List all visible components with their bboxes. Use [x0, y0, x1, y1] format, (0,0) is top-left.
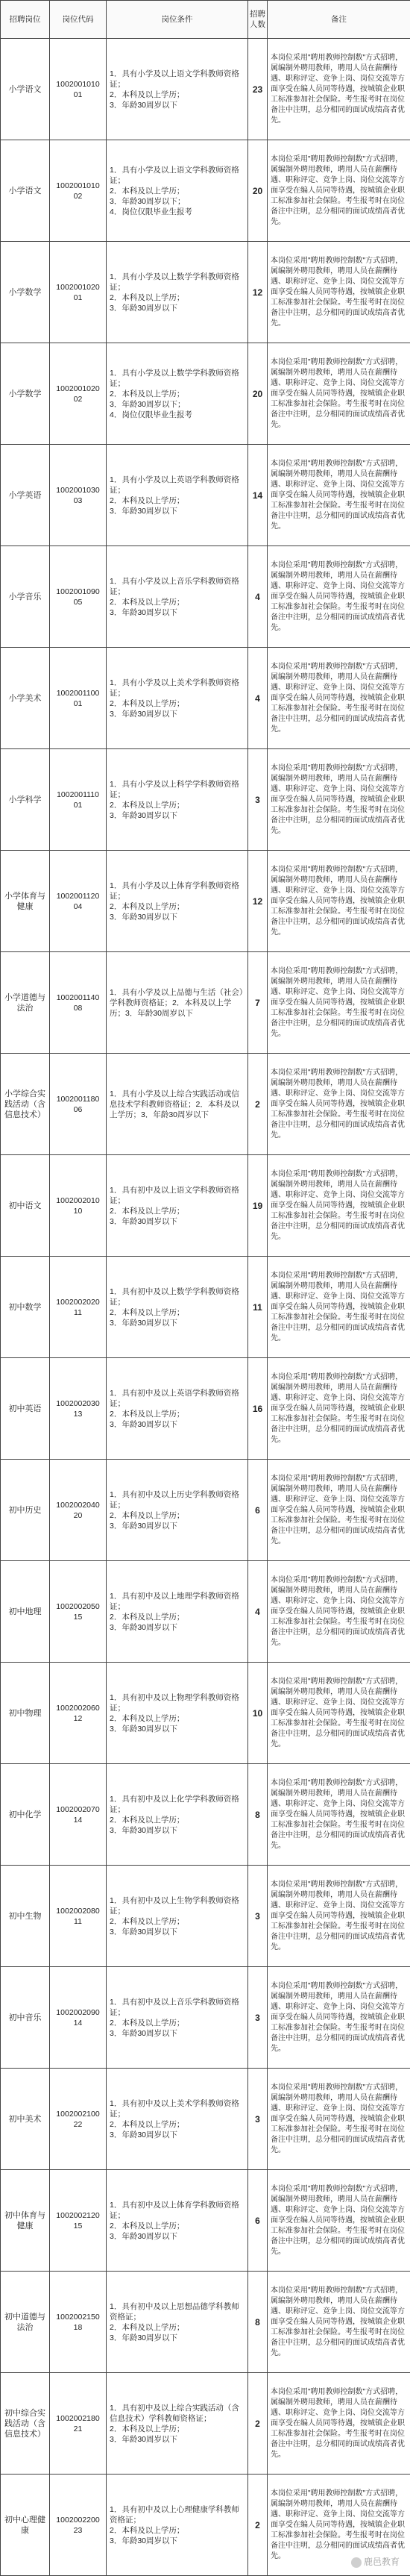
cell-count: 3 — [248, 2069, 268, 2170]
cell-requirements: 1．具有初中及以上历史学科教师资格证； 2．本科及以上学历； 3．年龄30周岁以下 — [107, 1460, 248, 1561]
cell-position: 初中道德与法治 — [1, 2272, 50, 2373]
cell-note: 本岗位采用"聘用教师控制数"方式招聘，属编制外聘用教师，聘用人员在薪酬待遇、职称评定、竞争上岗、岗位交流等方面享受在编人员同等待遇，按城镇企业职工标准参加社会保险。考生报考时在岗位备注中注明，总分相同的面试成绩高者优先。 — [268, 851, 410, 952]
cell-count: 2 — [248, 2373, 268, 2475]
table-row — [1, 1054, 410, 1155]
cell-requirements: 1．具有小学及以上语文学科教师资格证； 2．本科及以上学历； 3．年龄30周岁以下 — [107, 39, 248, 140]
cell-requirements: 1．具有小学及以上语文学科教师资格证； 2．本科及以上学历； 3．年龄30周岁以下； 4．岗位仅限毕业生报考 — [107, 140, 248, 242]
cell-count: 12 — [248, 242, 268, 343]
cell-count: 20 — [248, 140, 268, 242]
table-row — [1, 242, 410, 343]
cell-position: 初中历史 — [1, 1460, 50, 1561]
cell-count: 4 — [248, 546, 268, 648]
cell-note: 本岗位采用"聘用教师控制数"方式招聘，属编制外聘用教师，聘用人员在薪酬待遇、职称评定、竞争上岗、岗位交流等方面享受在编人员同等待遇，按城镇企业职工标准参加社会保险。考生报考时在岗位备注中注明，总分相同的面试成绩高者优先。 — [268, 2272, 410, 2373]
table-row — [1, 1257, 410, 1358]
table-row — [1, 2373, 410, 2475]
cell-position: 小学道德与法治 — [1, 952, 50, 1054]
cell-requirements: 1．具有小学及以上英语学科教师资格证； 2．本科及以上学历； 3．年龄30周岁以下 — [107, 445, 248, 546]
cell-count: 3 — [248, 1866, 268, 1967]
cell-requirements: 1．具有初中及以上英语学科教师资格证； 2．本科及以上学历； 3．年龄30周岁以下 — [107, 1358, 248, 1460]
cell-count: 8 — [248, 2272, 268, 2373]
cell-requirements: 1．具有小学及以上数学学科教师资格证； 2．本科及以上学历； 3．年龄30周岁以下； 4．岗位仅限毕业生报考 — [107, 343, 248, 445]
cell-code: 1002001010 02 — [50, 140, 107, 242]
table-row — [1, 1358, 410, 1460]
cell-note: 本岗位采用"聘用教师控制数"方式招聘，属编制外聘用教师，聘用人员在薪酬待遇、职称评定、竞争上岗、岗位交流等方面享受在编人员同等待遇，按城镇企业职工标准参加社会保险。考生报考时在岗位备注中注明，总分相同的面试成绩高者优先。 — [268, 546, 410, 648]
cell-note: 本岗位采用"聘用教师控制数"方式招聘，属编制外聘用教师，聘用人员在薪酬待遇、职称评定、竞争上岗、岗位交流等方面享受在编人员同等待遇，按城镇企业职工标准参加社会保险。考生报考时在岗位备注中注明，总分相同的面试成绩高者优先。 — [268, 1155, 410, 1257]
cell-position: 初中综合实践活动（含信息技术） — [1, 2373, 50, 2475]
cell-requirements: 1．具有初中及以上生物学科教师资格证； 2．本科及以上学历； 3．年龄30周岁以下 — [107, 1866, 248, 1967]
cell-code: 1002001010 01 — [50, 39, 107, 140]
table-row — [1, 1460, 410, 1561]
cell-position: 小学综合实践活动（含信息技术） — [1, 1054, 50, 1155]
cell-position: 初中化学 — [1, 1764, 50, 1866]
cell-code: 1002002010 10 — [50, 1155, 107, 1257]
cell-position: 初中心理健康 — [1, 2475, 50, 2576]
cell-code: 1002002200 23 — [50, 2475, 107, 2576]
cell-count: 6 — [248, 1460, 268, 1561]
cell-note: 本岗位采用"聘用教师控制数"方式招聘，属编制外聘用教师，聘用人员在薪酬待遇、职称评定、竞争上岗、岗位交流等方面享受在编人员同等待遇，按城镇企业职工标准参加社会保险。考生报考时在岗位备注中注明，总分相同的面试成绩高者优先。 — [268, 242, 410, 343]
cell-note: 本岗位采用"聘用教师控制数"方式招聘，属编制外聘用教师，聘用人员在薪酬待遇、职称评定、竞争上岗、岗位交流等方面享受在编人员同等待遇，按城镇企业职工标准参加社会保险。考生报考时在岗位备注中注明，总分相同的面试成绩高者优先。 — [268, 343, 410, 445]
cell-count: 10 — [248, 1663, 268, 1764]
cell-code: 1002001110 01 — [50, 749, 107, 851]
cell-position: 小学体育与健康 — [1, 851, 50, 952]
cell-code: 1002002050 15 — [50, 1561, 107, 1663]
cell-note: 本岗位采用"聘用教师控制数"方式招聘，属编制外聘用教师，聘用人员在薪酬待遇、职称评定、竞争上岗、岗位交流等方面享受在编人员同等待遇，按城镇企业职工标准参加社会保险。考生报考时在岗位备注中注明，总分相同的面试成绩高者优先。 — [268, 140, 410, 242]
cell-position: 初中英语 — [1, 1358, 50, 1460]
cell-requirements: 1．具有小学及以上综合实践活动或信息技术学科教师资格证；2．本科及以上学历；3．年龄30周岁以下 — [107, 1054, 248, 1155]
cell-position: 小学英语 — [1, 445, 50, 546]
cell-position: 小学科学 — [1, 749, 50, 851]
cell-position: 小学音乐 — [1, 546, 50, 648]
table-header-row — [1, 1, 410, 39]
cell-code: 1002001030 03 — [50, 445, 107, 546]
cell-code: 1002002100 22 — [50, 2069, 107, 2170]
header-count: 招聘人数 — [248, 1, 268, 39]
cell-requirements: 1．具有小学及以上数学学科教师资格证； 2．本科及以上学历； 3．年龄30周岁以下 — [107, 242, 248, 343]
cell-count: 3 — [248, 749, 268, 851]
cell-count: 14 — [248, 445, 268, 546]
cell-count: 23 — [248, 39, 268, 140]
cell-note: 本岗位采用"聘用教师控制数"方式招聘，属编制外聘用教师，聘用人员在薪酬待遇、职称评定、竞争上岗、岗位交流等方面享受在编人员同等待遇，按城镇企业职工标准参加社会保险。考生报考时在岗位备注中注明，总分相同的面试成绩高者优先。 — [268, 2373, 410, 2475]
cell-position: 初中体育与健康 — [1, 2170, 50, 2272]
table-row — [1, 445, 410, 546]
table-row — [1, 39, 410, 140]
cell-code: 1002002080 11 — [50, 1866, 107, 1967]
cell-count: 11 — [248, 1257, 268, 1358]
table-row — [1, 851, 410, 952]
cell-code: 1002002090 14 — [50, 1967, 107, 2069]
cell-count: 4 — [248, 648, 268, 749]
cell-code: 1002002070 14 — [50, 1764, 107, 1866]
table-row — [1, 1663, 410, 1764]
table-row — [1, 1764, 410, 1866]
header-requirements: 岗位条件 — [107, 1, 248, 39]
header-code: 岗位代码 — [50, 1, 107, 39]
cell-position: 初中语文 — [1, 1155, 50, 1257]
cell-count: 16 — [248, 1358, 268, 1460]
table-row — [1, 2170, 410, 2272]
watermark-text: 鹿邑教育 — [364, 2557, 400, 2567]
cell-requirements: 1．具有小学及以上品德与生活（社会）学科教师资格证；2．本科及以上学历；3．年龄30周岁以下 — [107, 952, 248, 1054]
cell-requirements: 1．具有小学及以上音乐学科教师资格证； 2．本科及以上学历； 3．年龄30周岁以下 — [107, 546, 248, 648]
cell-count: 12 — [248, 851, 268, 952]
cell-count: 8 — [248, 1764, 268, 1866]
cell-requirements: 1．具有初中及以上地理学科教师资格证； 2．本科及以上学历； 3．年龄30周岁以下 — [107, 1561, 248, 1663]
cell-position: 小学语文 — [1, 39, 50, 140]
cell-count: 2 — [248, 1054, 268, 1155]
cell-count: 20 — [248, 343, 268, 445]
cell-requirements: 1．具有初中及以上思想品德学科教师资格证； 2．本科及以上学历； 3．年龄30周岁以下 — [107, 2272, 248, 2373]
cell-code: 1002002020 11 — [50, 1257, 107, 1358]
cell-requirements: 1．具有初中及以上化学学科教师资格证； 2．本科及以上学历； 3．年龄30周岁以下 — [107, 1764, 248, 1866]
cell-code: 1002002040 20 — [50, 1460, 107, 1561]
table-row — [1, 1561, 410, 1663]
cell-code: 1002002060 12 — [50, 1663, 107, 1764]
cell-position: 初中数学 — [1, 1257, 50, 1358]
cell-requirements: 1．具有初中及以上心理健康学科教师资格证； 2．本科及以上学历； 3．年龄30周岁以下 — [107, 2475, 248, 2576]
cell-code: 1002002150 18 — [50, 2272, 107, 2373]
cell-note: 本岗位采用"聘用教师控制数"方式招聘，属编制外聘用教师，聘用人员在薪酬待遇、职称评定、竞争上岗、岗位交流等方面享受在编人员同等待遇，按城镇企业职工标准参加社会保险。考生报考时在岗位备注中注明，总分相同的面试成绩高者优先。 — [268, 2475, 410, 2576]
table-row — [1, 2475, 410, 2576]
cell-note: 本岗位采用"聘用教师控制数"方式招聘，属编制外聘用教师，聘用人员在薪酬待遇、职称评定、竞争上岗、岗位交流等方面享受在编人员同等待遇，按城镇企业职工标准参加社会保险。考生报考时在岗位备注中注明，总分相同的面试成绩高者优先。 — [268, 749, 410, 851]
cell-code: 1002001140 08 — [50, 952, 107, 1054]
table-row — [1, 1967, 410, 2069]
cell-position: 初中生物 — [1, 1866, 50, 1967]
cell-requirements: 1．具有初中及以上美术学科教师资格证； 2．本科及以上学历； 3．年龄30周岁以下 — [107, 2069, 248, 2170]
cell-position: 初中地理 — [1, 1561, 50, 1663]
table-row — [1, 1866, 410, 1967]
cell-requirements: 1．具有初中及以上数学学科教师资格证； 2．本科及以上学历； 3．年龄30周岁以下 — [107, 1257, 248, 1358]
cell-note: 本岗位采用"聘用教师控制数"方式招聘，属编制外聘用教师，聘用人员在薪酬待遇、职称评定、竞争上岗、岗位交流等方面享受在编人员同等待遇，按城镇企业职工标准参加社会保险。考生报考时在岗位备注中注明，总分相同的面试成绩高者优先。 — [268, 952, 410, 1054]
cell-code: 1002001090 05 — [50, 546, 107, 648]
wechat-account-icon — [351, 2557, 362, 2568]
cell-position: 小学语文 — [1, 140, 50, 242]
table-row — [1, 648, 410, 749]
cell-requirements: 1．具有小学及以上科学学科教师资格证； 2．本科及以上学历； 3．年龄30周岁以下 — [107, 749, 248, 851]
cell-position: 初中音乐 — [1, 1967, 50, 2069]
cell-count: 19 — [248, 1155, 268, 1257]
cell-count: 7 — [248, 952, 268, 1054]
cell-note: 本岗位采用"聘用教师控制数"方式招聘，属编制外聘用教师，聘用人员在薪酬待遇、职称评定、竞争上岗、岗位交流等方面享受在编人员同等待遇，按城镇企业职工标准参加社会保险。考生报考时在岗位备注中注明，总分相同的面试成绩高者优先。 — [268, 445, 410, 546]
cell-position: 小学美术 — [1, 648, 50, 749]
cell-note: 本岗位采用"聘用教师控制数"方式招聘，属编制外聘用教师，聘用人员在薪酬待遇、职称评定、竞争上岗、岗位交流等方面享受在编人员同等待遇，按城镇企业职工标准参加社会保险。考生报考时在岗位备注中注明，总分相同的面试成绩高者优先。 — [268, 1257, 410, 1358]
cell-note: 本岗位采用"聘用教师控制数"方式招聘，属编制外聘用教师，聘用人员在薪酬待遇、职称评定、竞争上岗、岗位交流等方面享受在编人员同等待遇，按城镇企业职工标准参加社会保险。考生报考时在岗位备注中注明，总分相同的面试成绩高者优先。 — [268, 1764, 410, 1866]
table-row — [1, 749, 410, 851]
cell-code: 1002001020 01 — [50, 242, 107, 343]
table-row — [1, 952, 410, 1054]
cell-note: 本岗位采用"聘用教师控制数"方式招聘，属编制外聘用教师，聘用人员在薪酬待遇、职称评定、竞争上岗、岗位交流等方面享受在编人员同等待遇，按城镇企业职工标准参加社会保险。考生报考时在岗位备注中注明，总分相同的面试成绩高者优先。 — [268, 1561, 410, 1663]
table-row — [1, 140, 410, 242]
cell-note: 本岗位采用"聘用教师控制数"方式招聘，属编制外聘用教师，聘用人员在薪酬待遇、职称评定、竞争上岗、岗位交流等方面享受在编人员同等待遇，按城镇企业职工标准参加社会保险。考生报考时在岗位备注中注明，总分相同的面试成绩高者优先。 — [268, 1054, 410, 1155]
cell-position: 小学数学 — [1, 242, 50, 343]
cell-note: 本岗位采用"聘用教师控制数"方式招聘，属编制外聘用教师，聘用人员在薪酬待遇、职称评定、竞争上岗、岗位交流等方面享受在编人员同等待遇，按城镇企业职工标准参加社会保险。考生报考时在岗位备注中注明，总分相同的面试成绩高者优先。 — [268, 1967, 410, 2069]
cell-requirements: 1．具有初中及以上综合实践活动（含信息技术）学科教师资格证； 2．本科及以上学历； 3．年龄30周岁以下 — [107, 2373, 248, 2475]
cell-count: 3 — [248, 1967, 268, 2069]
cell-requirements: 1．具有初中及以上物理学科教师资格证； 2．本科及以上学历； 3．年龄30周岁以下 — [107, 1663, 248, 1764]
cell-requirements: 1．具有小学及以上美术学科教师资格证； 2．本科及以上学历； 3．年龄30周岁以下 — [107, 648, 248, 749]
cell-code: 1002002120 15 — [50, 2170, 107, 2272]
cell-code: 1002001020 02 — [50, 343, 107, 445]
cell-code: 1002001120 04 — [50, 851, 107, 952]
cell-code: 1002002030 13 — [50, 1358, 107, 1460]
cell-requirements: 1．具有初中及以上音乐学科教师资格证； 2．本科及以上学历； 3．年龄30周岁以下 — [107, 1967, 248, 2069]
cell-note: 本岗位采用"聘用教师控制数"方式招聘，属编制外聘用教师，聘用人员在薪酬待遇、职称评定、竞争上岗、岗位交流等方面享受在编人员同等待遇，按城镇企业职工标准参加社会保险。考生报考时在岗位备注中注明，总分相同的面试成绩高者优先。 — [268, 2170, 410, 2272]
table-body — [1, 39, 410, 2576]
cell-position: 初中物理 — [1, 1663, 50, 1764]
cell-note: 本岗位采用"聘用教师控制数"方式招聘，属编制外聘用教师，聘用人员在薪酬待遇、职称评定、竞争上岗、岗位交流等方面享受在编人员同等待遇，按城镇企业职工标准参加社会保险。考生报考时在岗位备注中注明，总分相同的面试成绩高者优先。 — [268, 1460, 410, 1561]
cell-count: 4 — [248, 1561, 268, 1663]
cell-position: 初中美术 — [1, 2069, 50, 2170]
table-row — [1, 2069, 410, 2170]
cell-note: 本岗位采用"聘用教师控制数"方式招聘，属编制外聘用教师，聘用人员在薪酬待遇、职称评定、竞争上岗、岗位交流等方面享受在编人员同等待遇，按城镇企业职工标准参加社会保险。考生报考时在岗位备注中注明，总分相同的面试成绩高者优先。 — [268, 1866, 410, 1967]
table-row — [1, 546, 410, 648]
cell-count: 6 — [248, 2170, 268, 2272]
cell-position: 小学数学 — [1, 343, 50, 445]
cell-note: 本岗位采用"聘用教师控制数"方式招聘，属编制外聘用教师，聘用人员在薪酬待遇、职称评定、竞争上岗、岗位交流等方面享受在编人员同等待遇，按城镇企业职工标准参加社会保险。考生报考时在岗位备注中注明，总分相同的面试成绩高者优先。 — [268, 1663, 410, 1764]
cell-note: 本岗位采用"聘用教师控制数"方式招聘，属编制外聘用教师，聘用人员在薪酬待遇、职称评定、竞争上岗、岗位交流等方面享受在编人员同等待遇，按城镇企业职工标准参加社会保险。考生报考时在岗位备注中注明，总分相同的面试成绩高者优先。 — [268, 648, 410, 749]
cell-requirements: 1．具有小学及以上体育学科教师资格证； 2．本科及以上学历； 3．年龄30周岁以下 — [107, 851, 248, 952]
table-row — [1, 343, 410, 445]
cell-code: 1002001100 01 — [50, 648, 107, 749]
table-row — [1, 2272, 410, 2373]
table-row — [1, 1155, 410, 1257]
cell-note: 本岗位采用"聘用教师控制数"方式招聘，属编制外聘用教师，聘用人员在薪酬待遇、职称评定、竞争上岗、岗位交流等方面享受在编人员同等待遇，按城镇企业职工标准参加社会保险。考生报考时在岗位备注中注明，总分相同的面试成绩高者优先。 — [268, 1358, 410, 1460]
cell-note: 本岗位采用"聘用教师控制数"方式招聘，属编制外聘用教师，聘用人员在薪酬待遇、职称评定、竞争上岗、岗位交流等方面享受在编人员同等待遇，按城镇企业职工标准参加社会保险。考生报考时在岗位备注中注明，总分相同的面试成绩高者优先。 — [268, 39, 410, 140]
cell-note: 本岗位采用"聘用教师控制数"方式招聘，属编制外聘用教师，聘用人员在薪酬待遇、职称评定、竞争上岗、岗位交流等方面享受在编人员同等待遇，按城镇企业职工标准参加社会保险。考生报考时在岗位备注中注明，总分相同的面试成绩高者优先。 — [268, 2069, 410, 2170]
cell-requirements: 1．具有初中及以上体育学科教师资格证； 2．本科及以上学历； 3．年龄30周岁以下 — [107, 2170, 248, 2272]
cell-requirements: 1．具有初中及以上语文学科教师资格证； 2．本科及以上学历； 3．年龄30周岁以下 — [107, 1155, 248, 1257]
header-position: 招聘岗位 — [1, 1, 50, 39]
header-note: 备注 — [268, 1, 410, 39]
cell-code: 1002002180 21 — [50, 2373, 107, 2475]
cell-code: 1002001180 06 — [50, 1054, 107, 1155]
watermark — [351, 2555, 400, 2568]
cell-count: 2 — [248, 2475, 268, 2576]
